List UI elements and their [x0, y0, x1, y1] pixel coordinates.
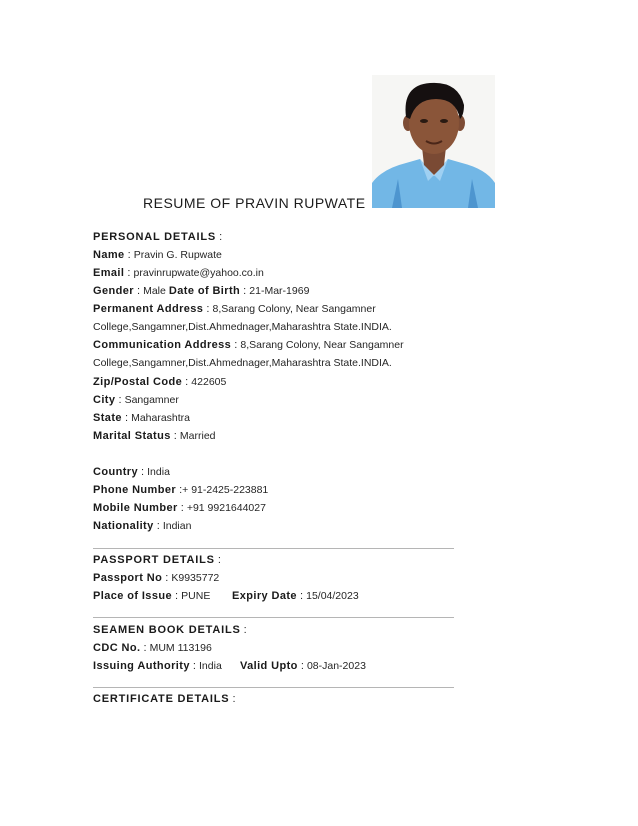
marital-status-row: Marital Status : Married — [93, 430, 216, 442]
country-row: Country : India — [93, 466, 170, 478]
divider — [93, 548, 454, 549]
city-row: City : Sangamner — [93, 394, 179, 406]
cdc-no-value: MUM 113196 — [149, 642, 212, 654]
resume-title: RESUME OF PRAVIN RUPWATE — [143, 195, 366, 211]
seamen-book-details-heading: SEAMEN BOOK DETAILS : — [93, 624, 247, 636]
country-value: India — [147, 466, 170, 478]
permanent-address-line2-row — [93, 321, 392, 333]
issuing-authority-row: Issuing Authority : India — [93, 660, 222, 672]
passport-no-value: K9935772 — [171, 572, 220, 584]
gender-value: Male — [143, 285, 166, 297]
place-of-issue-row: Place of Issue : PUNE — [93, 590, 211, 602]
personal-details-heading: PERSONAL DETAILS : — [93, 231, 223, 243]
passport-no-row: Passport No : K9935772 — [93, 572, 220, 584]
communication-address-row: Communication Address : 8,Sarang Colony, Near Sangamner — [93, 339, 404, 351]
communication-address-line2-row — [93, 357, 392, 369]
permanent-address-line1: 8,Sarang Colony, Near Sangamner — [212, 303, 376, 315]
city-value: Sangamner — [124, 394, 179, 406]
nationality-row: Nationality : Indian — [93, 520, 192, 532]
name-value: Pravin G. Rupwate — [133, 249, 222, 261]
email-row: Email : pravinrupwate@yahoo.co.in — [93, 267, 264, 279]
passport-details-heading: PASSPORT DETAILS : — [93, 554, 221, 566]
mobile-row: Mobile Number : +91 9921644027 — [93, 502, 266, 514]
gender-dob-row: Gender : Male Date of Birth : 21-Mar-1969 — [93, 285, 310, 297]
permanent-address-row: Permanent Address : 8,Sarang Colony, Near Sangamner — [93, 303, 376, 315]
communication-address-line2: College,Sangamner,Dist.Ahmednager,Maharashtra State.INDIA. — [93, 357, 392, 369]
state-value: Maharashtra — [131, 412, 191, 424]
phone-value: + 91-2425-223881 — [182, 484, 269, 496]
communication-address-line1: 8,Sarang Colony, Near Sangamner — [240, 339, 404, 351]
phone-row: Phone Number :+ 91-2425-223881 — [93, 484, 269, 496]
profile-photo — [372, 75, 495, 208]
name-row: Name : Pravin G. Rupwate — [93, 249, 222, 261]
marital-status-value: Married — [179, 430, 216, 442]
cdc-no-row: CDC No. : MUM 113196 — [93, 642, 212, 654]
state-row: State : Maharashtra — [93, 412, 191, 424]
zip-row: Zip/Postal Code : 422605 — [93, 376, 227, 388]
expiry-date-value: 15/04/2023 — [306, 590, 359, 602]
certificate-details-heading: CERTIFICATE DETAILS : — [93, 693, 236, 705]
zip-value: 422605 — [191, 376, 227, 388]
issuing-authority-value: India — [199, 660, 222, 672]
place-of-issue-value: PUNE — [181, 590, 211, 602]
divider — [93, 687, 454, 688]
valid-upto-value: 08-Jan-2023 — [306, 660, 366, 672]
nationality-value: Indian — [162, 520, 192, 532]
dob-value: 21-Mar-1969 — [249, 285, 310, 297]
permanent-address-line2: College,Sangamner,Dist.Ahmednager,Maharashtra State.INDIA. — [93, 321, 392, 333]
divider — [93, 617, 454, 618]
email-value: pravinrupwate@yahoo.co.in — [133, 267, 264, 279]
valid-upto-row: Valid Upto : 08-Jan-2023 — [240, 660, 366, 672]
expiry-date-row: Expiry Date : 15/04/2023 — [232, 590, 359, 602]
mobile-value: +91 9921644027 — [186, 502, 266, 514]
